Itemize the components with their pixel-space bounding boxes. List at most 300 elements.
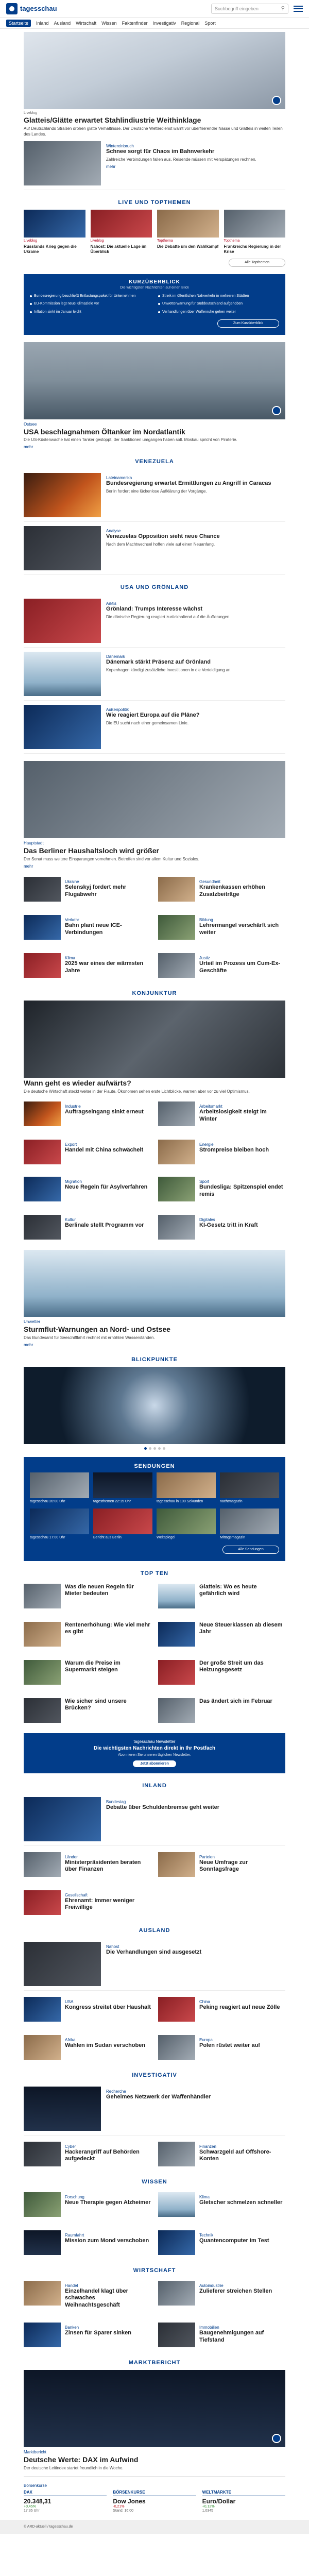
show-card[interactable]: [30, 1509, 89, 1540]
list-item[interactable]: [24, 1695, 151, 1726]
berlin-teaser: Der Senat muss weitere Einsparungen vornehmen. Betroffen sind vor allem Kultur und Soziales.: [24, 857, 199, 862]
list-item[interactable]: [24, 950, 151, 981]
list-item[interactable]: [158, 1098, 285, 1129]
article-image[interactable]: [24, 1997, 61, 2022]
footer: [0, 2520, 309, 2534]
article-image[interactable]: [158, 2192, 195, 2217]
kurz-list: [30, 294, 279, 314]
section-title-investigativ: INVESTIGATIV: [132, 2072, 177, 2078]
article-image[interactable]: [158, 1215, 195, 1240]
list-item[interactable]: [24, 2082, 285, 2136]
kurz-item[interactable]: EU-Kommission legt neue Klimaziele vor: [30, 301, 151, 306]
lead-dateline: Liveblog: [24, 111, 38, 115]
article-image[interactable]: [158, 1997, 195, 2022]
list-item[interactable]: [24, 1098, 151, 1129]
article-headline[interactable]: Berlinale stellt Programm vor: [65, 1222, 144, 1229]
article-headline[interactable]: Peking reagiert auf neue Zölle: [199, 2004, 280, 2010]
article-topline: Parteien: [199, 1854, 215, 1859]
article-topline: Sport: [199, 1179, 210, 1184]
article-topline: Afrika: [65, 2037, 76, 2042]
article-image[interactable]: [24, 141, 101, 185]
carousel-dots[interactable]: [24, 1447, 285, 1450]
article-image[interactable]: [158, 2230, 195, 2255]
article-topline: Handel: [65, 2283, 78, 2288]
list-item[interactable]: [24, 137, 285, 190]
show-caption[interactable]: tagesschau in 100 Sekunden: [157, 1500, 203, 1504]
article-headline[interactable]: Was die neuen Regeln für Mieter bedeuten: [65, 1583, 134, 1597]
article-image[interactable]: [158, 915, 195, 940]
boerse-value: Dow Jones: [113, 2498, 146, 2505]
live-caption[interactable]: Die Debatte um den Wahlkampf: [157, 244, 219, 249]
live-image[interactable]: [24, 210, 85, 238]
nav-item[interactable]: Regional: [181, 20, 200, 26]
section-title-live: LIVE UND TOPTHEMEN: [118, 199, 191, 206]
section-title-inland: INLAND: [142, 1782, 167, 1789]
list-item[interactable]: [158, 950, 285, 981]
play-icon[interactable]: [272, 2434, 281, 2443]
menu-icon[interactable]: [294, 6, 303, 12]
article-topline: Europa: [199, 2037, 213, 2042]
all-topics-button[interactable]: Alle Topthemen: [229, 259, 285, 267]
article-headline[interactable]: Einzelhandel klagt über schwaches Weihnachtsgeschäft: [65, 2287, 128, 2309]
article-headline[interactable]: Bahn plant neue ICE-Verbindungen: [65, 922, 122, 936]
article-headline[interactable]: Ministerpräsidenten beraten über Finanzen: [65, 1859, 141, 1873]
list-item[interactable]: [158, 1695, 285, 1726]
article-image[interactable]: [158, 1660, 195, 1685]
more-link[interactable]: mehr: [24, 1343, 33, 1348]
article-headline[interactable]: Quantencomputer im Test: [199, 2237, 269, 2244]
article-headline[interactable]: Wie reagiert Europa auf die Pläne?: [106, 712, 200, 719]
article-topline: China: [199, 1999, 210, 2004]
article-topline: Wintereinbruch: [106, 144, 134, 149]
article-image[interactable]: [24, 1622, 61, 1647]
list-item[interactable]: [158, 1212, 285, 1243]
article-topline: Digitales: [199, 1217, 215, 1223]
article-topline: Arktis: [106, 601, 116, 606]
article-image[interactable]: [158, 2142, 195, 2166]
lead-image[interactable]: [24, 32, 285, 109]
article-image[interactable]: [24, 705, 101, 749]
article-headline[interactable]: Geheimes Netzwerk der Waffenhändler: [106, 2093, 211, 2100]
article-teaser: Berlin fordert eine lückenlose Aufklärung der Vorgänge.: [106, 489, 207, 494]
show-card[interactable]: [220, 1509, 279, 1540]
list-item[interactable]: [24, 1938, 285, 1991]
article-image[interactable]: [24, 2230, 61, 2255]
show-image[interactable]: [30, 1509, 89, 1534]
article-headline[interactable]: Venezuelas Opposition sieht neue Chance: [106, 533, 220, 540]
article-image[interactable]: [24, 473, 101, 517]
section-title-ausland: AUSLAND: [139, 1927, 170, 1934]
boerse-column[interactable]: [113, 2490, 196, 2513]
list-item[interactable]: [24, 648, 285, 701]
kurz-item[interactable]: Verhandlungen über Waffenruhe gehen weiter: [158, 310, 279, 314]
article-topline: Dänemark: [106, 654, 125, 659]
kurz-item[interactable]: Inflation sinkt im Januar leicht: [30, 310, 151, 314]
boerse-grid: [24, 2490, 285, 2513]
kurz-item[interactable]: Unwetterwarnung für Süddeutschland aufgehoben: [158, 301, 279, 306]
article-image[interactable]: [24, 526, 101, 570]
ausland-grid: [24, 1994, 285, 2063]
list-item[interactable]: [158, 1619, 285, 1650]
berlin-topline: Hauptstadt: [24, 841, 44, 846]
berlin-headline[interactable]: Das Berliner Haushaltsloch wird größer: [24, 846, 159, 855]
live-image[interactable]: [157, 210, 219, 238]
list-item[interactable]: [24, 2032, 151, 2063]
article-image[interactable]: [24, 2035, 61, 2060]
show-image[interactable]: [30, 1472, 89, 1498]
article-topline: Immobilien: [199, 2325, 219, 2330]
article-headline[interactable]: Urteil im Prozess um Cum-Ex-Geschäfte: [199, 960, 281, 974]
live-card[interactable]: [224, 210, 286, 255]
article-topline: Kultur: [65, 1217, 76, 1223]
blickpunkte-image[interactable]: [24, 1367, 285, 1444]
live-caption[interactable]: Frankreichs Regierung in der Krise: [224, 244, 281, 255]
list-item[interactable]: [24, 1793, 285, 1846]
article-headline[interactable]: Mission zum Mond verschoben: [65, 2237, 149, 2244]
boerse-time: 17:35 Uhr: [24, 2509, 40, 2513]
lead-teaser: Auf Deutschlands Straßen drohen glatte Verhältnisse. Der Deutsche Wetterdienst warnt vor überfrierender Nässe und Glatteis in weiten Teilen des Landes.: [24, 126, 283, 137]
live-image[interactable]: [224, 210, 286, 238]
live-card[interactable]: [91, 210, 152, 255]
list-item[interactable]: [24, 701, 285, 754]
show-image[interactable]: [157, 1472, 216, 1498]
play-icon[interactable]: [272, 406, 281, 415]
article-image[interactable]: [24, 1698, 61, 1723]
live-label: Topthema: [224, 239, 240, 243]
article-image[interactable]: [158, 1584, 195, 1608]
list-item[interactable]: [24, 1619, 151, 1650]
news-grid: [24, 874, 285, 981]
list-item[interactable]: [24, 522, 285, 575]
article-headline[interactable]: Warum die Preise im Supermarkt steigen: [65, 1659, 121, 1673]
article-headline[interactable]: Auftragseingang sinkt erneut: [65, 1109, 144, 1115]
live-image[interactable]: [91, 210, 152, 238]
konjunktur-headline[interactable]: Wann geht es wieder aufwärts?: [24, 1078, 131, 1087]
article-headline[interactable]: Der große Streit um das Heizungsgesetz: [199, 1659, 264, 1673]
article-topline: Migration: [65, 1179, 82, 1184]
article-headline[interactable]: Lehrermangel verschärft sich weiter: [199, 922, 279, 936]
boerse-column[interactable]: [24, 2490, 107, 2513]
article-headline[interactable]: Zulieferer streichen Stellen: [199, 2287, 272, 2294]
list-item[interactable]: [158, 2227, 285, 2258]
article-image[interactable]: [158, 1140, 195, 1164]
show-caption[interactable]: Weltspiegel: [157, 1535, 176, 1539]
article-image[interactable]: [24, 2281, 61, 2306]
article-image[interactable]: [24, 2142, 61, 2166]
main-nav: [0, 18, 309, 29]
marktbericht-image[interactable]: [24, 2370, 285, 2447]
article-image[interactable]: [24, 953, 61, 978]
article-topline: Gesellschaft: [65, 1892, 88, 1897]
list-item[interactable]: [24, 2227, 151, 2258]
list-item[interactable]: [24, 1994, 151, 2025]
article-headline[interactable]: Zinsen für Sparer sinken: [65, 2329, 131, 2336]
article-headline[interactable]: Rentenerhöhung: Wie viel mehr es gibt: [65, 1621, 150, 1635]
play-icon[interactable]: [272, 96, 281, 105]
article-image[interactable]: [24, 1852, 61, 1877]
article-image[interactable]: [24, 1660, 61, 1685]
article-headline[interactable]: 2025 war eines der wärmsten Jahre: [65, 960, 144, 974]
list-item[interactable]: [24, 1657, 151, 1688]
article-image[interactable]: [158, 877, 195, 902]
list-item[interactable]: [158, 1174, 285, 1205]
show-image[interactable]: [93, 1509, 152, 1534]
article-image[interactable]: [24, 915, 61, 940]
article-teaser: Nach dem Machtwechsel hoffen viele auf einen Neuanfang.: [106, 542, 215, 547]
ship-headline[interactable]: USA beschlagnahmen Öltanker im Nordatlantik: [24, 427, 185, 436]
storm-headline[interactable]: Sturmflut-Warnungen an Nord- und Ostsee: [24, 1325, 170, 1334]
sendungen-grid: [30, 1472, 279, 1540]
article-image[interactable]: [158, 2035, 195, 2060]
section-title-konjunktur: KONJUNKTUR: [132, 990, 177, 996]
nav-item[interactable]: Faktenfinder: [122, 20, 148, 26]
article-topline: Lateinamerika: [106, 476, 132, 481]
konjunktur-teaser: Die deutsche Wirtschaft steckt weiter in der Flaute. Ökonomen sehen erste Lichtblicke, warnen aber vor zu viel Optimismus.: [24, 1089, 250, 1094]
list-item[interactable]: [158, 2189, 285, 2220]
newsletter-headline: Die wichtigsten Nachrichten direkt in Ihr Postfach: [93, 1745, 216, 1751]
article-headline[interactable]: Baugenehmigungen auf Tiefstand: [199, 2329, 264, 2343]
list-item[interactable]: [158, 2139, 285, 2170]
search-input[interactable]: [211, 4, 288, 14]
list-item[interactable]: [158, 1994, 285, 2025]
article-image[interactable]: [24, 652, 101, 696]
show-image[interactable]: [93, 1472, 152, 1498]
article-topline: Forschung: [65, 2194, 84, 2199]
show-caption[interactable]: nachtmagazin: [220, 1500, 243, 1504]
article-headline[interactable]: Kongress streitet über Haushalt: [65, 2004, 151, 2010]
show-card[interactable]: [93, 1472, 152, 1504]
article-headline[interactable]: Grönland: Trumps Interesse wächst: [106, 606, 203, 613]
kurz-button[interactable]: Zum Kurzüberblick: [217, 319, 279, 328]
article-image[interactable]: [158, 1622, 195, 1647]
article-image[interactable]: [24, 1101, 61, 1126]
list-item[interactable]: [24, 2278, 151, 2312]
section-title-wirtschaft: WIRTSCHAFT: [133, 2267, 176, 2274]
article-image[interactable]: [24, 877, 61, 902]
article-topline: Banken: [65, 2325, 79, 2330]
article-headline[interactable]: Debatte über Schuldenbremse geht weiter: [106, 1804, 220, 1810]
show-image[interactable]: [157, 1509, 216, 1534]
article-topline: Autoindustrie: [199, 2283, 224, 2288]
article-image[interactable]: [158, 1698, 195, 1723]
wissen-grid: [24, 2189, 285, 2258]
list-item[interactable]: [158, 874, 285, 905]
article-topline: Verkehr: [65, 917, 79, 922]
article-headline[interactable]: Polen rüstet weiter auf: [199, 2042, 260, 2048]
nav-item[interactable]: Startseite: [6, 20, 31, 27]
boerse-value: Euro/Dollar: [202, 2498, 236, 2505]
markt-headline[interactable]: Deutsche Werte: DAX im Aufwind: [24, 2455, 139, 2464]
article-teaser: Die dänische Regierung reagiert zurückhaltend auf die Äußerungen.: [106, 615, 231, 620]
article-topline: Gesundheit: [199, 879, 220, 884]
article-topline: Klima: [65, 955, 76, 960]
article-topline: Raumfahrt: [65, 2232, 84, 2238]
article-image[interactable]: [158, 2281, 195, 2306]
article-image[interactable]: [24, 1177, 61, 1201]
show-caption[interactable]: tagesschau 17:00 Uhr: [30, 1535, 65, 1539]
kurzueberblick-box: [24, 274, 285, 334]
article-headline[interactable]: Krankenkassen erhöhen Zusatzbeiträge: [199, 884, 265, 897]
show-card[interactable]: [93, 1509, 152, 1540]
article-image[interactable]: [158, 953, 195, 978]
list-item[interactable]: [158, 2032, 285, 2063]
article-headline[interactable]: Bundesliga: Spitzenspiel endet remis: [199, 1184, 283, 1198]
article-headline[interactable]: Neue Therapie gegen Alzheimer: [65, 2199, 151, 2206]
nav-item[interactable]: Wirtschaft: [76, 20, 97, 26]
article-headline[interactable]: Die Verhandlungen sind ausgesetzt: [106, 1948, 202, 1955]
article-headline[interactable]: Wahlen im Sudan verschoben: [65, 2042, 146, 2048]
article-image[interactable]: [24, 1584, 61, 1608]
article-headline[interactable]: Strompreise bleiben hoch: [199, 1147, 269, 1154]
article-image[interactable]: [24, 1215, 61, 1240]
list-item[interactable]: [158, 1657, 285, 1688]
show-card[interactable]: [157, 1509, 216, 1540]
list-item[interactable]: [24, 874, 151, 905]
article-headline[interactable]: Wie sicher sind unsere Brücken?: [65, 1698, 127, 1711]
more-link[interactable]: mehr: [24, 863, 33, 869]
lead-headline[interactable]: Glatteis/Glätte erwartet Stahlindiustrie Weithinklage: [24, 116, 201, 124]
nav-item[interactable]: Sport: [204, 20, 216, 26]
show-image[interactable]: [220, 1509, 279, 1534]
list-item[interactable]: [158, 1849, 285, 1880]
section-title-wissen: WISSEN: [142, 2178, 167, 2185]
berlin-image[interactable]: [24, 761, 285, 838]
list-item[interactable]: [24, 469, 285, 522]
article-headline[interactable]: Bundesregierung erwartet Ermittlungen zu Angriff in Caracas: [106, 480, 271, 487]
live-label: Topthema: [157, 239, 173, 243]
article-image[interactable]: [24, 2323, 61, 2347]
newsletter-subscribe-button[interactable]: Jetzt abonnieren: [133, 1760, 176, 1767]
live-card[interactable]: [24, 210, 85, 255]
kurz-item[interactable]: Bundesregierung beschließt Entlastungspaket für Unternehmen: [30, 294, 151, 298]
logo-text[interactable]: tagesschau: [20, 5, 57, 12]
boerse-head: BÖRSENKURSE: [113, 2490, 196, 2496]
tagesschau-logo-icon[interactable]: [6, 3, 18, 14]
article-topline: Cyber: [65, 2144, 76, 2149]
show-caption[interactable]: tagesschau 20:00 Uhr: [30, 1500, 65, 1504]
list-item[interactable]: [24, 2139, 151, 2170]
ship-image[interactable]: [24, 342, 285, 419]
list-item[interactable]: [24, 2319, 151, 2350]
article-image[interactable]: [24, 599, 101, 643]
list-item[interactable]: [158, 1581, 285, 1612]
article-headline[interactable]: Dänemark stärkt Präsenz auf Grönland: [106, 659, 211, 666]
newsletter-label: tagesschau Newsletter: [133, 1739, 176, 1744]
list-item[interactable]: [24, 1174, 151, 1205]
markt-teaser: Der deutsche Leitindex startet freundlich in die Woche.: [24, 2465, 124, 2470]
article-headline[interactable]: Das ändert sich im Februar: [199, 1698, 272, 1704]
section-title-blickpunkte: BLICKPUNKTE: [131, 1357, 178, 1363]
storm-image[interactable]: [24, 1250, 285, 1317]
article-image[interactable]: [24, 2087, 101, 2131]
newsletter-text: Abonnieren Sie unseren täglichen Newsletter.: [118, 1753, 191, 1757]
list-item[interactable]: [158, 912, 285, 943]
all-shows-button[interactable]: Alle Sendungen: [222, 1546, 279, 1554]
section-title-usa: USA UND GRÖNLAND: [120, 584, 189, 591]
show-card[interactable]: [157, 1472, 216, 1504]
article-image[interactable]: [24, 1140, 61, 1164]
article-headline[interactable]: Hackerangriff auf Behörden aufgedeckt: [65, 2148, 140, 2162]
article-image[interactable]: [24, 2192, 61, 2217]
article-image[interactable]: [158, 1177, 195, 1201]
article-headline[interactable]: Glatteis: Wo es heute gefährlich wird: [199, 1583, 257, 1597]
ship-teaser: Die US-Küstenwache hat einen Tanker gestoppt, der Sanktionen umgangen haben soll. Moskau spricht von Piraterie.: [24, 437, 237, 443]
nav-item[interactable]: Inland: [36, 20, 49, 26]
sendungen-box: [24, 1457, 285, 1561]
article-topline: Export: [65, 1142, 77, 1147]
article-image[interactable]: [158, 2323, 195, 2347]
live-caption[interactable]: Russlands Krieg gegen die Ukraine: [24, 244, 77, 255]
article-topline: Analyse: [106, 529, 121, 534]
article-topline: Arbeitsmarkt: [199, 1104, 222, 1109]
show-caption[interactable]: Mittagsmagazin: [220, 1535, 246, 1539]
list-item[interactable]: [24, 912, 151, 943]
footer-text: © ARD-aktuell / tagesschau.de: [24, 2525, 73, 2529]
article-topline: Länder: [65, 1854, 78, 1859]
show-card[interactable]: [220, 1472, 279, 1504]
list-item[interactable]: [24, 1849, 151, 1880]
nav-item[interactable]: Investigativ: [152, 20, 176, 26]
article-headline[interactable]: Handel mit China schwächelt: [65, 1147, 144, 1154]
article-image[interactable]: [24, 1797, 101, 1841]
article-headline[interactable]: Neue Steuerklassen ab diesem Jahr: [199, 1621, 283, 1635]
article-teaser: Zahlreiche Verbindungen fallen aus, Reisende müssen mit Verspätungen rechnen.: [106, 157, 256, 162]
article-headline[interactable]: Ehrenamt: Immer weniger Freiwillige: [65, 1897, 135, 1911]
list-item[interactable]: [24, 1581, 151, 1612]
article-headline[interactable]: Arbeitslosigkeit steigt im Winter: [199, 1109, 267, 1123]
list-item[interactable]: [24, 1887, 151, 1918]
article-headline[interactable]: Gletscher schmelzen schneller: [199, 2199, 283, 2206]
list-item[interactable]: [24, 595, 285, 648]
article-image[interactable]: [24, 1890, 61, 1915]
show-caption[interactable]: tagesthemen 22:15 Uhr: [93, 1500, 131, 1504]
konjunktur-image[interactable]: [24, 1001, 285, 1078]
live-caption[interactable]: Nahost: Die aktuelle Lage im Überblick: [90, 244, 147, 255]
nav-item[interactable]: Ausland: [54, 20, 71, 26]
article-headline[interactable]: KI-Gesetz tritt in Kraft: [199, 1222, 258, 1229]
ship-topline: Ostsee: [24, 421, 37, 427]
list-item[interactable]: [24, 1212, 151, 1243]
article-headline[interactable]: Schwarzgeld auf Offshore-Konten: [199, 2148, 271, 2162]
nav-item[interactable]: Wissen: [101, 20, 117, 26]
list-item[interactable]: [158, 2319, 285, 2350]
section-title-topten: TOP TEN: [140, 1570, 169, 1577]
article-headline[interactable]: Neue Umfrage zur Sonntagsfrage: [199, 1859, 248, 1873]
kurz-item[interactable]: Streik im öffentlichen Nahverkehr in mehreren Städten: [158, 294, 279, 298]
article-image[interactable]: [24, 1942, 101, 1986]
article-image[interactable]: [158, 1852, 195, 1877]
article-headline[interactable]: Neue Regeln für Asylverfahren: [65, 1184, 148, 1191]
boerse-column[interactable]: [202, 2490, 285, 2513]
search-icon[interactable]: ⚲: [281, 6, 285, 11]
article-headline[interactable]: Selenskyj fordert mehr Flugabwehr: [65, 884, 127, 897]
article-image[interactable]: [158, 1101, 195, 1126]
list-item[interactable]: [24, 2189, 151, 2220]
live-label: Liveblog: [90, 239, 104, 243]
article-teaser: Kopenhagen kündigt zusätzliche Investitionen in die Verteidigung an.: [106, 668, 232, 673]
more-link[interactable]: mehr: [106, 164, 116, 169]
show-caption[interactable]: Bericht aus Berlin: [93, 1535, 122, 1539]
live-card[interactable]: [157, 210, 219, 255]
list-item[interactable]: [24, 1137, 151, 1167]
show-card[interactable]: [30, 1472, 89, 1504]
article-headline[interactable]: Schnee sorgt für Chaos im Bahnverkehr: [106, 148, 215, 155]
list-item[interactable]: [158, 1137, 285, 1167]
more-link[interactable]: mehr: [24, 445, 33, 450]
boerse-time: Stand: 16:00: [113, 2509, 134, 2513]
list-item[interactable]: [158, 2278, 285, 2312]
show-image[interactable]: [220, 1472, 279, 1498]
